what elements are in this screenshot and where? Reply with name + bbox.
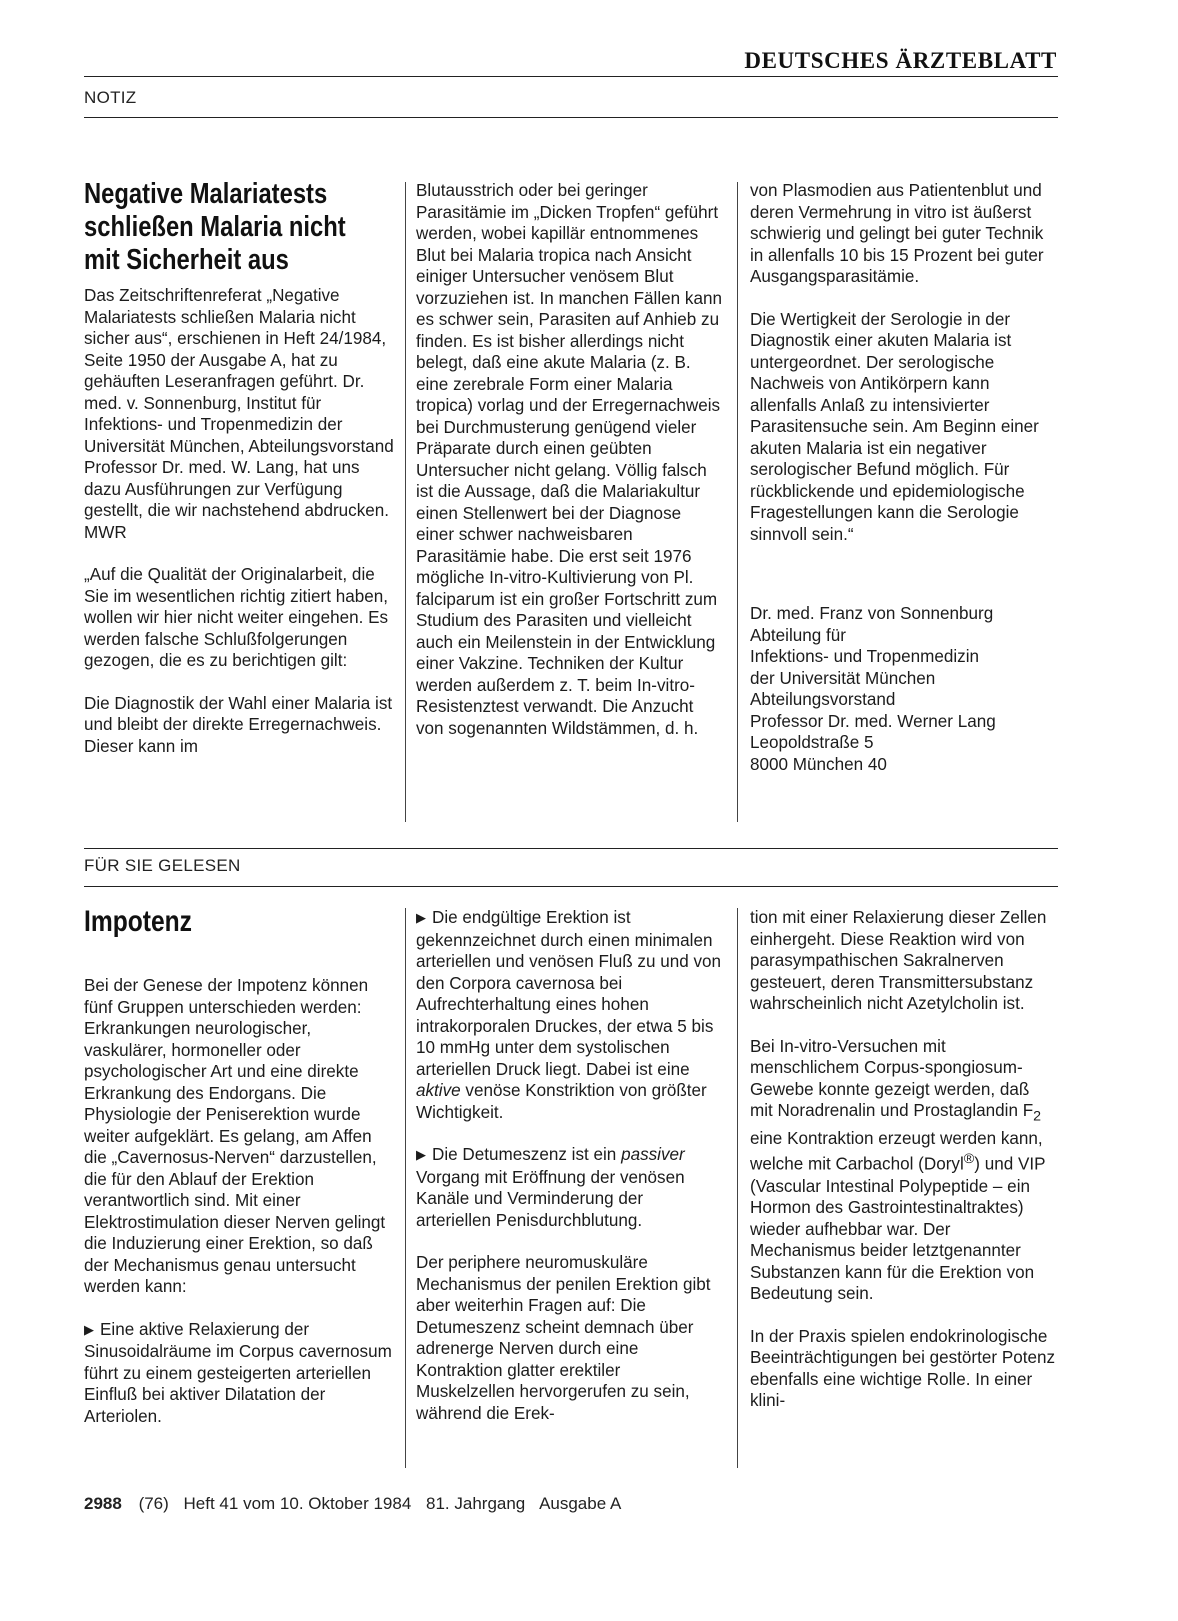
column-divider <box>737 908 738 1468</box>
address-line: Dr. med. Franz von Sonnenburg <box>750 604 994 623</box>
article-headline-impotenz: Impotenz <box>84 905 192 938</box>
address-line: Professor Dr. med. Werner Lang <box>750 711 996 731</box>
column-divider <box>405 908 406 1468</box>
paragraph: Die Wertigkeit der Serologie in der Diagnostik einer akuten Malaria ist untergeordnet. Der serologische Nachweis von Antikörpern kann allenfalls Anlaß zu intensivierter Parasitensuche sein. Am Beginn einer akuten Malaria ist ein negativer serologischer Befund möglich. Für rückblickende und epidemiologische Fragestellungen kann die Serologie sinnvoll sein.“ <box>750 309 1039 544</box>
bullet-triangle-icon: ▶ <box>416 1147 426 1162</box>
page-footer <box>84 1494 631 1514</box>
issue-date: Heft 41 vom 10. Oktober 1984 <box>183 1494 412 1513</box>
page-number: 2988 <box>84 1494 122 1513</box>
article-headline-malaria: Negative Malariatests schließen Malaria nicht mit Sicherheit aus <box>84 178 346 276</box>
paragraph: ▶ Die endgültige Erektion ist gekennzeichnet durch einen minimalen arteriellen und venösen Fluß zu und von den Corpora cavernosa bei Aufrechterhaltung eines hohen intrakorporalen Druckes, der etwa 5 bis 10 mmHg unter dem systolischen arteriellen Druck liegt. Dabei ist eine aktive venöse Konstriktion von größter Wichtigkeit. <box>416 908 722 1122</box>
paragraph: Bei In-vitro-Versuchen mit menschlichem Corpus-spongiosum-Gewebe konnte gezeigt werden, daß mit Noradrenalin und Prostaglandin $F_2$ eine Kontraktion erzeugt werden kann, welche mit Carbachol (Doryl®) und VIP (Vascular Intestinal Polypeptide – ein Hormon des Gastrointestinaltraktes) wieder aufhebbar war. Der Mechanismus beider letztgenannter Substanzen kann für die Erektion von Bedeutung sein. <box>750 1036 1046 1304</box>
volume: 81. Jahrgang <box>426 1494 526 1513</box>
section-rule-notiz <box>84 117 1058 118</box>
section-label-notiz: NOTIZ <box>84 88 137 107</box>
paragraph: Das Zeitschriftenreferat „Negative Malariatests schließen Malaria nicht sicher aus“, erschienen in Heft 24/1984, Seite 1950 der Ausgabe A, hat zu gehäuften Leseranfragen geführt. Dr. med. v. Sonnenburg, Institut für Infektions- und Tropenmedizin der Universität München, Abteilungsvorstand Professor Dr. med. W. Lang, hat uns dazu Ausführungen zur Verfügung gestellt, die wir nachstehend abdrucken. MWR <box>84 286 394 542</box>
paragraph: tion mit einer Relaxierung dieser Zellen einhergeht. Diese Reaktion wird von parasympathischen Sakralnerven gesteuert, deren Transmittersubstanz wahrscheinlich nicht Azetylcholin ist. <box>750 908 1047 1013</box>
paragraph: Der periphere neuromuskuläre Mechanismus der penilen Erektion gibt aber weiterhin Fragen auf: Die Detumeszenz scheint demnach über adrenerge Nerven durch eine Kontraktion glatter erektiler Muskelzellen hervorgerufen zu sein, während die Erek- <box>416 1253 711 1423</box>
paragraph: von Plasmodien aus Patientenblut und deren Vermehrung in vitro ist äußerst schwierig und gelingt bei guter Technik in allenfalls 10 bis 15 Prozent bei guter Ausgangsparasitämie. <box>750 181 1044 286</box>
author-address <box>750 603 1056 775</box>
malaria-column-3 <box>750 180 1056 825</box>
paragraph: In der Praxis spielen endokrinologische Beeinträchtigungen bei gestörter Potenz ebenfalls eine wichtige Rolle. In einer klini- <box>750 1326 1056 1411</box>
section-rule-top-gelesen <box>84 848 1058 849</box>
malaria-column-1 <box>84 285 394 825</box>
paragraph: ▶ Die Detumeszenz ist ein passiver Vorgang mit Eröffnung der venösen Kanäle und Verminderung der arteriellen Penisdurchblutung. <box>416 1145 685 1230</box>
masthead-rule <box>84 76 1058 77</box>
impotenz-column-2 <box>416 907 722 1477</box>
paragraph: „Auf die Qualität der Originalarbeit, die Sie im wesentlichen richtig zitiert haben, wollen wir hier nicht weiter eingehen. Es werden falsche Schlußfolgerungen gezogen, die es zu berichtigen gilt: <box>84 565 389 670</box>
malaria-column-2 <box>416 180 722 825</box>
column-divider <box>405 182 406 822</box>
address-line: Leopoldstraße 5 <box>750 733 874 752</box>
paragraph: Die Diagnostik der Wahl einer Malaria ist und bleibt der direkte Erregernachweis. Dieser kann im <box>84 693 393 756</box>
address-line: der Universität München <box>750 668 936 688</box>
bullet-triangle-icon: ▶ <box>416 910 426 925</box>
paragraph: ▶ Eine aktive Relaxierung der Sinusoidalräume im Corpus cavernosum führt zu einem gesteigerten arteriellen Einfluß bei aktiver Dilatation der Arteriolen. <box>84 1319 392 1426</box>
column-divider <box>737 182 738 822</box>
address-line: Infektions- und Tropenmedizin <box>750 647 979 666</box>
section-label-gelesen: FÜR SIE GELESEN <box>84 856 241 875</box>
masthead: DEUTSCHES ÄRZTEBLATT <box>744 48 1057 73</box>
impotenz-column-3 <box>750 907 1056 1477</box>
paragraph: Bei der Genese der Impotenz können fünf Gruppen unterschieden werden: Erkrankungen neurologischer, vaskulärer, hormoneller oder psychologischer Art und eine direkte Erkrankung des Endorgans. Die Physiologie der Peniserektion wurde weiter aufgeklärt. Es gelang, am Affen die „Cavernosus-Nerven“ darzustellen, die für den Ablauf der Erektion verantwortlich sind. Mit einer Elektrostimulation dieser Nerven gelingt die Induzierung einer Erektion, so daß der Mechanismus genau untersucht werden kann: <box>84 976 386 1296</box>
bullet-triangle-icon: ▶ <box>84 1321 94 1337</box>
edition: Ausgabe A <box>539 1494 622 1513</box>
address-line: Abteilung für <box>750 625 846 645</box>
paragraph: Blutausstrich oder bei geringer Parasitämie im „Dicken Tropfen“ geführt werden, wobei kapillär entnommenes Blut bei Malaria tropica nach Ansicht einiger Untersucher venösem Blut vorzuziehen ist. In manchen Fällen kann es schwer sein, Parasiten auf Anhieb zu finden. Es ist bisher allerdings nicht belegt, daß eine akute Malaria (z. B. eine zerebrale Form einer Malaria tropica) vorlag und der Erregernachweis bei Durchmusterung genügend vieler Präparate durch einen geübten Untersucher nicht gelang. Völlig falsch ist die Aussage, daß die Malariakultur einen Stellenwert bei der Diagnose einer schwer nachweisbaren Parasitämie habe. Die erst seit 1976 mögliche In-vitro-Kultivierung von Pl. falciparum ist ein großer Fortschritt zum Studium des Parasiten und vielleicht auch ein Meilenstein in der Entwicklung einer Vakzine. Techniken der Kultur werden außerdem z. T. beim In-vitro-Resistenztest verwandt. Die Anzucht von sogenannten Wildstämmen, d. h. <box>416 181 722 738</box>
address-line: Abteilungsvorstand <box>750 690 896 709</box>
issue-code: (76) <box>138 1494 169 1513</box>
address-line: 8000 München 40 <box>750 754 887 774</box>
impotenz-column-1 <box>84 975 394 1475</box>
section-rule-gelesen <box>84 886 1058 887</box>
